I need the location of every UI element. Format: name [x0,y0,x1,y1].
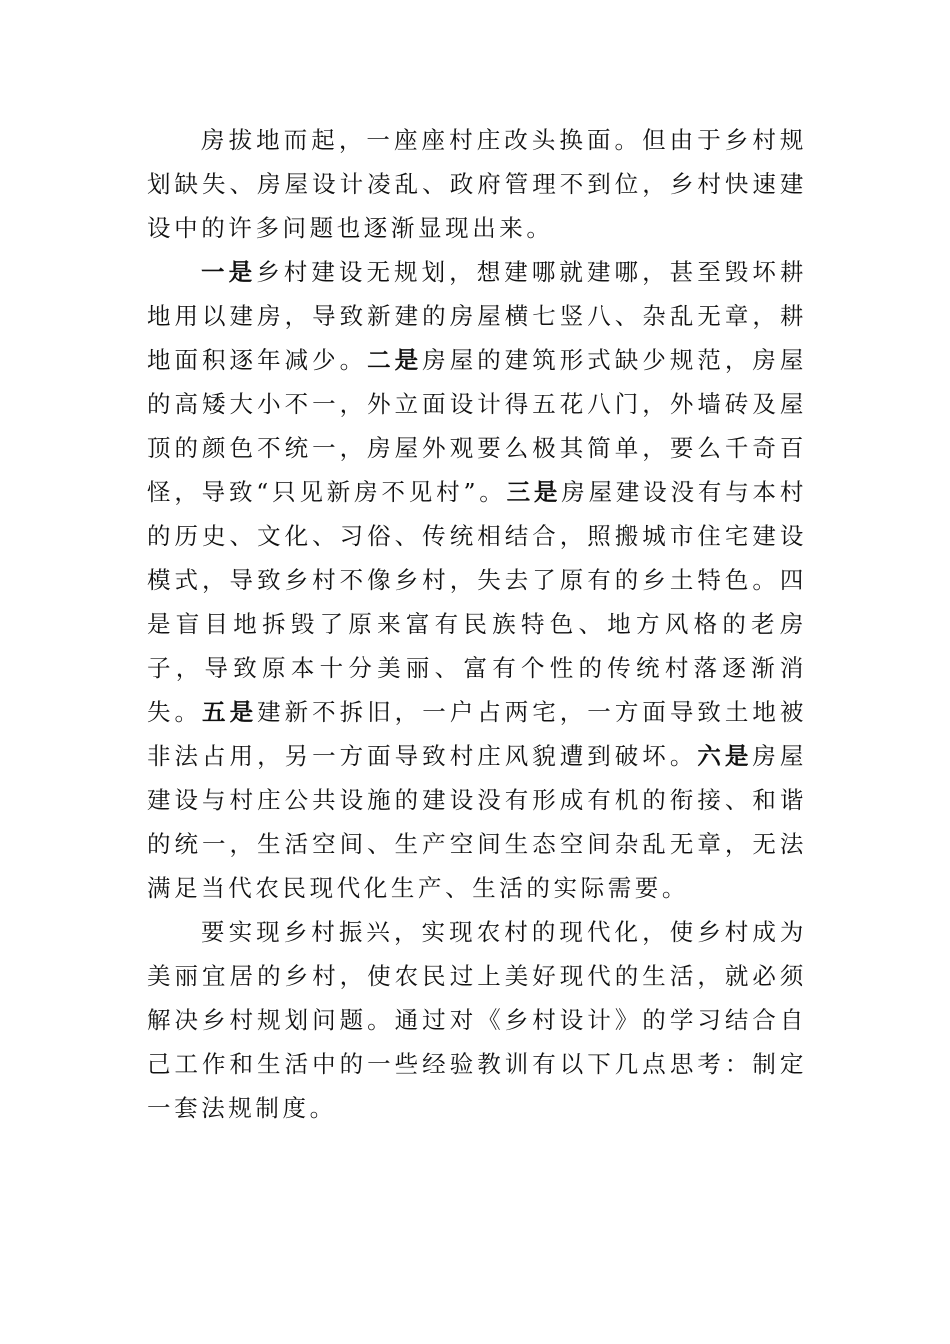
point-five-label: 五是 [202,698,258,726]
point-one-text: 乡村建设无规划，想建哪就建哪，甚至毁坏耕地用以建房，导致新建的房屋横七竖八、杂乱无章，耕地面积逐年减少。 [147,258,808,374]
point-two-text: 房屋的建筑形式缺少规范，房屋的高矮大小不一，外立面设计得五花八门，外墙砖及屋顶的颜色不统一，房屋外观要么极其简单，要么千奇百怪，导致“只见新房不见村”。 [147,346,808,506]
point-two-label: 二是 [367,346,423,374]
paragraph-3-text: 要实现乡村振兴，实现农村的现代化，使乡村成为美丽宜居的乡村，使农民过上美好现代的生活，就必须解决乡村规划问题。通过对《乡村设计》的学习结合自己工作和生活中的一些经验教训有以下几点思考：制定一套法规制度。 [147,918,807,1122]
point-three-four-text: 房屋建设没有与本村的历史、文化、习俗、传统相结合，照搬城市住宅建设模式，导致乡村不像乡村，失去了原有的乡土特色。四是盲目地拆毁了原来富有民族特色、地方风格的老房子，导致原本十分美丽、富有个性的传统村落逐渐消失。 [147,478,807,726]
point-five-text: 建新不拆旧，一户占两宅，一方面导致土地被非法占用，另一方面导致村庄风貌遭到破坏。 [147,698,808,770]
paragraph-3 [147,910,807,1130]
paragraph-2 [147,250,807,910]
paragraph-1 [147,118,807,250]
document-body [147,118,807,1130]
point-one-label: 一是 [201,258,257,286]
point-six-text: 房屋建设与村庄公共设施的建设没有形成有机的衔接、和谐的统一，生活空间、生产空间生态空间杂乱无章，无法满足当代农民现代化生产、生活的实际需要。 [147,742,808,902]
point-six-label: 六是 [697,742,753,770]
paragraph-1-text: 房拔地而起，一座座村庄改头换面。但由于乡村规划缺失、房屋设计凌乱、政府管理不到位，乡村快速建设中的许多问题也逐渐显现出来。 [147,126,807,242]
point-three-label: 三是 [506,478,562,506]
